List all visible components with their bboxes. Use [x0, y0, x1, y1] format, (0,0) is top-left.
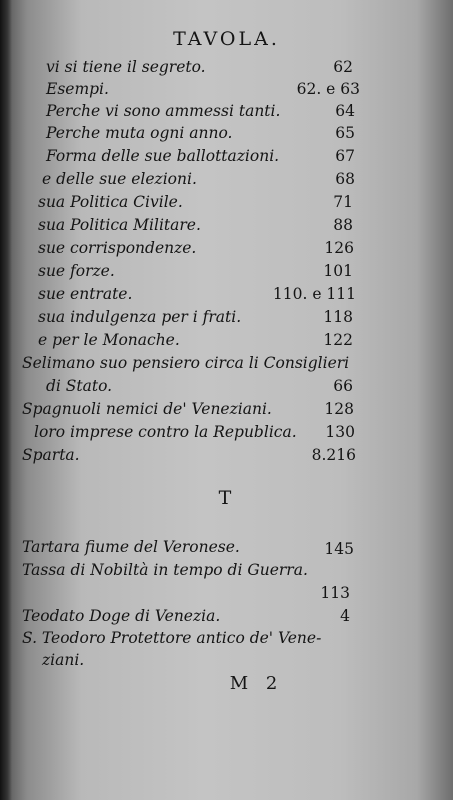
- index-entry-page: 68: [335, 170, 355, 188]
- index-entry-page: 65: [335, 124, 355, 142]
- index-entry-page: 113: [320, 584, 350, 602]
- index-entry-text: di Stato.: [46, 377, 113, 395]
- index-entry-text: sue forze.: [38, 262, 115, 280]
- index-entry-page: 130: [325, 423, 355, 441]
- index-entry-text: Teodato Doge di Venezia.: [22, 607, 221, 625]
- index-entry-text: ziani.: [42, 651, 85, 669]
- index-entry-text: vi si tiene il segreto.: [46, 58, 206, 76]
- index-entry-page: 118: [323, 308, 353, 326]
- index-entry-page: 67: [335, 147, 355, 165]
- index-entry-page: 62. e 63: [296, 80, 360, 98]
- index-entry-page: 145: [324, 540, 354, 558]
- index-entry-text: sue corrispondenze.: [38, 239, 197, 257]
- index-entry-text: Esempi.: [46, 80, 109, 98]
- index-entry-text: Tassa di Nobiltà in tempo di Guerra.: [22, 561, 308, 579]
- index-entry-text: Selimano suo pensiero circa li Consiglieri: [22, 354, 350, 372]
- section-letter: T: [218, 487, 235, 509]
- index-entry-text: Perche muta ogni anno.: [46, 124, 233, 142]
- index-entry-text: S. Teodoro Protettore antico de' Vene-: [22, 629, 322, 647]
- index-entry-page: 4: [340, 607, 350, 625]
- index-entry-page: 64: [335, 102, 355, 120]
- page-heading: TAVOLA.: [173, 28, 280, 50]
- index-entry-text: Perche vi sono ammessi tanti.: [46, 102, 281, 120]
- index-entry-text: Tartara fiume del Veronese.: [22, 538, 240, 556]
- index-entry-text: sua Politica Civile.: [38, 193, 183, 211]
- index-entry-page: 126: [324, 239, 354, 257]
- index-entry-page: 128: [324, 400, 354, 418]
- index-entry-text: sua Politica Militare.: [38, 216, 201, 234]
- index-entry-page: 101: [323, 262, 353, 280]
- index-entry-page: 62: [333, 58, 353, 76]
- index-entry-text: e per le Monache.: [38, 331, 180, 349]
- index-entry-text: e delle sue elezioni.: [42, 170, 197, 188]
- index-entry-text: Spagnuoli nemici de' Veneziani.: [22, 400, 272, 418]
- index-entry-page: 66: [333, 377, 353, 395]
- signature-mark: M 2: [229, 673, 284, 694]
- index-entry-text: Forma delle sue ballottazioni.: [46, 147, 280, 165]
- index-entry-text: sue entrate.: [38, 285, 133, 303]
- index-entry-page: 8.216: [311, 446, 356, 464]
- index-entry-page: 110. e 111: [272, 285, 356, 303]
- page-binding-shadow: [0, 0, 12, 800]
- index-entry-text: loro imprese contro la Republica.: [34, 423, 297, 441]
- index-entry-page: 88: [333, 216, 353, 234]
- index-entry-page: 122: [323, 331, 353, 349]
- index-entry-text: Sparta.: [22, 446, 80, 464]
- index-entry-text: sua indulgenza per i frati.: [38, 308, 242, 326]
- index-entry-page: 71: [333, 193, 353, 211]
